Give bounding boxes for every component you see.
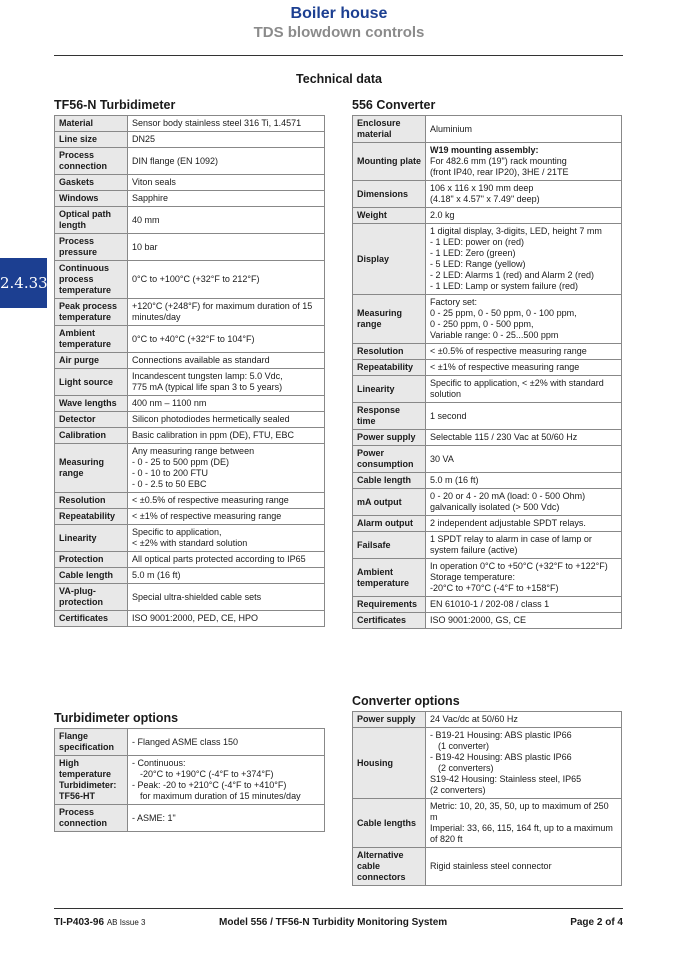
spec-row [55, 261, 325, 299]
section-tab: 2.4.33 [0, 258, 47, 308]
spec-value-line: - Peak: -20 to +210°C (-4°F to +410°F) [132, 780, 287, 790]
spec-value-line: < ±0.5% of respective measuring range [132, 495, 289, 505]
spec-value-line: - B19-21 Housing: ABS plastic IP66 [430, 730, 572, 740]
spec-value-line: < ±1% of respective measuring range [430, 362, 580, 372]
spec-value-line: < ±0.5% of respective measuring range [430, 346, 587, 356]
spec-row [353, 848, 622, 886]
spec-label: Power supply [353, 712, 426, 728]
spec-row [353, 295, 622, 344]
spec-row [55, 805, 325, 832]
spec-value-line: Factory set: [430, 297, 478, 307]
footer-page: Page 2 of 4 [570, 917, 623, 928]
spec-label: Gaskets [55, 175, 128, 191]
spec-label: Repeatability [55, 509, 128, 525]
spec-value-line: 24 Vac/dc at 50/60 Hz [430, 714, 518, 724]
spec-label: Resolution [353, 344, 426, 360]
converter-heading: 556 Converter [352, 98, 436, 112]
spec-value [128, 756, 325, 805]
spec-value-line: - ASME: 1" [132, 812, 176, 823]
spec-label: Power supply [353, 430, 426, 446]
section-title: Technical data [296, 72, 382, 86]
spec-value-line: (2 converters) [430, 785, 486, 795]
spec-value-line: - 0 - 25 to 500 ppm (DE) [132, 457, 230, 467]
spec-row [353, 559, 622, 597]
spec-row [353, 376, 622, 403]
spec-value-line: < ±2% with standard solution [132, 538, 248, 548]
spec-label: Peak process temperature [55, 299, 128, 326]
spec-value-line: < ±1% of respective measuring range [132, 511, 282, 521]
spec-value-line: All optical parts protected according to IP65 [132, 554, 306, 564]
spec-value-line: - 0 - 10 to 200 FTU [132, 468, 209, 478]
spec-value-line: EN 61010-1 / 202-08 / class 1 [430, 599, 550, 609]
page-title: Boiler house [290, 5, 388, 22]
spec-value-line: 1 digital display, 3-digits, LED, height 7 mm [430, 226, 602, 236]
spec-value-line: 775 mA (typical life span 3 to 5 years) [132, 382, 283, 392]
spec-row [55, 191, 325, 207]
spec-value-line: Imperial: 33, 66, 115, 164 ft, up to a maximum of 820 ft [430, 823, 613, 844]
spec-value [426, 403, 622, 430]
spec-value-line: ISO 9001:2000, PED, CE, HPO [132, 613, 259, 623]
footer-issue: AB Issue 3 [106, 918, 146, 927]
spec-label: Weight [353, 208, 426, 224]
spec-value-line: 10 bar [132, 241, 158, 252]
spec-value [426, 712, 622, 728]
spec-row [55, 509, 325, 525]
spec-row [55, 299, 325, 326]
spec-value-line: 30 VA [430, 453, 454, 464]
spec-row [55, 234, 325, 261]
spec-label: Resolution [55, 493, 128, 509]
spec-value-line: Connections available as standard [132, 355, 270, 365]
spec-row [353, 597, 622, 613]
spec-row [55, 116, 325, 132]
spec-value-line: 0 - 20 or 4 - 20 mA (load: 0 - 500 Ohm) [430, 491, 586, 501]
spec-value [128, 584, 325, 611]
spec-row [353, 613, 622, 629]
spec-row [55, 428, 325, 444]
header-divider [54, 55, 623, 56]
spec-label: Mounting plate [353, 143, 426, 181]
spec-value [426, 446, 622, 473]
spec-label: Measuring range [353, 295, 426, 344]
spec-label: Air purge [55, 353, 128, 369]
spec-label: Ambient temperature [353, 559, 426, 597]
spec-label: Failsafe [353, 532, 426, 559]
spec-row [55, 353, 325, 369]
spec-label: Alarm output [353, 516, 426, 532]
spec-row [353, 799, 622, 848]
spec-value-line: Metric: 10, 20, 35, 50, up to maximum of 250 m [430, 801, 609, 822]
spec-value-line: - 1 LED: Lamp or system failure (red) [430, 281, 579, 291]
spec-label: Process connection [55, 148, 128, 175]
spec-label: Response time [353, 403, 426, 430]
spec-value-line: - Flanged ASME class 150 [132, 736, 239, 747]
spec-value-line: 1 SPDT relay to alarm in case of lamp or system failure (active) [430, 534, 592, 555]
spec-value-line: Any measuring range between [132, 446, 255, 456]
spec-value-line: 2 independent adjustable SPDT relays. [430, 518, 586, 528]
spec-row [353, 532, 622, 559]
spec-value-line: -20°C to +190°C (-4°F to +374°F) [140, 769, 274, 779]
turbidimeter-heading: TF56-N Turbidimeter [54, 98, 176, 112]
spec-value-line: Rigid stainless steel connector [430, 861, 552, 871]
spec-label: Certificates [353, 613, 426, 629]
page-subtitle: TDS blowdown controls [253, 24, 425, 41]
spec-row [353, 489, 622, 516]
spec-value-line: - 0 - 2.5 to 50 EBC [132, 479, 207, 489]
spec-value [128, 326, 325, 353]
spec-label: Ambient temperature [55, 326, 128, 353]
spec-row [55, 729, 325, 756]
spec-label: Line size [55, 132, 128, 148]
spec-value [426, 799, 622, 848]
spec-label: Certificates [55, 611, 128, 627]
spec-label: Linearity [353, 376, 426, 403]
spec-label: Alternative cable connectors [353, 848, 426, 886]
converter-options-table [352, 711, 622, 886]
spec-value-line: Incandescent tungsten lamp: 5.0 Vdc, [132, 371, 283, 381]
spec-value [426, 613, 622, 629]
spec-value-line: -20°C to +70°C (-4°F to +158°F) [430, 583, 559, 593]
spec-value-line: 0°C to +100°C (+32°F to 212°F) [132, 274, 260, 284]
spec-label: Light source [55, 369, 128, 396]
spec-row [55, 396, 325, 412]
spec-value [426, 489, 622, 516]
footer-doc-number: TI-P403-96 [54, 917, 105, 928]
turbidimeter-options-heading: Turbidimeter options [54, 711, 179, 725]
spec-value-line: 106 x 116 x 190 mm deep [430, 183, 534, 193]
spec-row [55, 175, 325, 191]
spec-value [128, 552, 325, 568]
spec-value-line: Storage temperature: [430, 572, 516, 582]
footer-title: Model 556 / TF56-N Turbidity Monitoring System [219, 917, 448, 928]
spec-label: VA-plug-protection [55, 584, 128, 611]
spec-value-line: Sapphire [132, 193, 169, 203]
spec-row [55, 369, 325, 396]
spec-row [55, 525, 325, 552]
spec-value [128, 509, 325, 525]
spec-value-line: (4.18" x 4.57" x 7.49" deep) [430, 194, 540, 204]
spec-value-line: - Continuous: [132, 758, 186, 768]
spec-row [55, 568, 325, 584]
spec-row [55, 756, 325, 805]
spec-row [55, 326, 325, 353]
footer-divider [54, 908, 623, 909]
spec-value [426, 295, 622, 344]
spec-row [353, 224, 622, 295]
spec-row [55, 412, 325, 428]
spec-label: Dimensions [353, 181, 426, 208]
spec-label: Housing [353, 728, 426, 799]
spec-value [128, 611, 325, 627]
spec-label: Power consumption [353, 446, 426, 473]
spec-row [353, 430, 622, 446]
spec-value-line: 0 - 25 ppm, 0 - 50 ppm, 0 - 100 ppm, [430, 308, 577, 318]
spec-value [426, 181, 622, 208]
spec-value-line: In operation 0°C to +50°C (+32°F to +122°F) [430, 561, 608, 571]
spec-value [426, 208, 622, 224]
spec-row [353, 143, 622, 181]
spec-value [128, 729, 325, 756]
spec-row [353, 473, 622, 489]
spec-value [426, 728, 622, 799]
spec-row [353, 728, 622, 799]
spec-row [55, 444, 325, 493]
spec-value-line: S19-42 Housing: Stainless steel, IP65 [430, 774, 582, 784]
spec-label: Requirements [353, 597, 426, 613]
spec-value-line: 40 mm [132, 214, 160, 225]
spec-value [128, 525, 325, 552]
spec-value [426, 224, 622, 295]
spec-row [55, 132, 325, 148]
spec-row [353, 208, 622, 224]
spec-value [128, 444, 325, 493]
spec-value-line: 5.0 m (16 ft) [132, 570, 181, 580]
spec-label: Optical path length [55, 207, 128, 234]
spec-value [128, 148, 325, 175]
spec-value-line: Special ultra-shielded cable sets [132, 591, 262, 602]
spec-value-line: DN25 [132, 134, 156, 144]
spec-value-line: ISO 9001:2000, GS, CE [430, 615, 527, 625]
spec-value-line: Silicon photodiodes hermetically sealed [132, 414, 290, 424]
spec-label: Cable length [55, 568, 128, 584]
spec-label: mA output [353, 489, 426, 516]
spec-value [128, 261, 325, 299]
spec-value [128, 175, 325, 191]
spec-value-line: Sensor body stainless steel 316 Ti, 1.4571 [132, 118, 302, 128]
spec-value [128, 493, 325, 509]
spec-value [128, 234, 325, 261]
spec-value-line: for maximum duration of 15 minutes/day [140, 791, 301, 801]
spec-value-line: Specific to application, < ±2% with standard solution [430, 378, 604, 399]
spec-row [353, 712, 622, 728]
spec-value-line: - 1 LED: Zero (green) [430, 248, 516, 258]
spec-value-line: DIN flange (EN 1092) [132, 155, 219, 166]
spec-label: Measuring range [55, 444, 128, 493]
spec-value [128, 132, 325, 148]
spec-value [426, 473, 622, 489]
spec-row [353, 446, 622, 473]
spec-value-line: (front IP40, rear IP20), 3HE / 21TE [430, 167, 569, 177]
spec-label: Cable length [353, 473, 426, 489]
spec-value-line: (1 converter) [438, 741, 490, 751]
spec-value-line: galvanically isolated (> 500 Vdc) [430, 502, 560, 512]
spec-value [426, 143, 622, 181]
spec-row [353, 360, 622, 376]
spec-value-line: 5.0 m (16 ft) [430, 475, 479, 485]
spec-value [128, 353, 325, 369]
spec-row [353, 516, 622, 532]
spec-value [426, 597, 622, 613]
spec-value [426, 532, 622, 559]
spec-value [426, 848, 622, 886]
spec-row [353, 116, 622, 143]
spec-value [128, 412, 325, 428]
spec-value [426, 344, 622, 360]
spec-value-line: Specific to application, [132, 527, 222, 537]
spec-label: Windows [55, 191, 128, 207]
spec-label: Process pressure [55, 234, 128, 261]
spec-label: Detector [55, 412, 128, 428]
spec-row [55, 584, 325, 611]
spec-value-line: 1 second [430, 410, 467, 421]
spec-label: Display [353, 224, 426, 295]
spec-row [55, 148, 325, 175]
spec-value [426, 116, 622, 143]
spec-row [55, 552, 325, 568]
spec-value [128, 299, 325, 326]
spec-row [353, 181, 622, 208]
spec-value-line: - 5 LED: Range (yellow) [430, 259, 526, 269]
spec-value-line: 2.0 kg [430, 210, 455, 220]
spec-label: Flange specification [55, 729, 128, 756]
spec-value [128, 116, 325, 132]
spec-label: High temperature Turbidimeter: TF56-HT [55, 756, 128, 805]
spec-label: Continuous process temperature [55, 261, 128, 299]
turbidimeter-options-table [54, 728, 325, 832]
spec-value [128, 428, 325, 444]
spec-value-line: - 1 LED: power on (red) [430, 237, 525, 247]
turbidimeter-table [54, 115, 325, 627]
spec-label: Linearity [55, 525, 128, 552]
spec-value [426, 516, 622, 532]
spec-value-line: W19 mounting assembly: [430, 145, 539, 155]
spec-value [426, 430, 622, 446]
spec-label: Protection [55, 552, 128, 568]
spec-value-line: 0 - 250 ppm, 0 - 500 ppm, [430, 319, 534, 329]
spec-row [353, 344, 622, 360]
spec-value [128, 207, 325, 234]
spec-value [426, 376, 622, 403]
spec-value [128, 369, 325, 396]
spec-value-line: Viton seals [132, 177, 176, 187]
converter-options-heading: Converter options [352, 694, 460, 708]
spec-value [128, 396, 325, 412]
spec-label: Wave lengths [55, 396, 128, 412]
spec-label: Cable lengths [353, 799, 426, 848]
spec-value-line: Basic calibration in ppm (DE), FTU, EBC [132, 430, 295, 440]
spec-value-line: (2 converters) [438, 763, 494, 773]
spec-value-line: 0°C to +40°C (+32°F to 104°F) [132, 333, 255, 344]
spec-value-line: Aluminium [430, 123, 473, 134]
spec-value-line: +120°C (+248°F) for maximum duration of 15 minutes/day [132, 301, 313, 322]
spec-value-line: For 482.6 mm (19") rack mounting [430, 156, 567, 166]
spec-label: Calibration [55, 428, 128, 444]
converter-table [352, 115, 622, 629]
spec-value [426, 559, 622, 597]
spec-label: Process connection [55, 805, 128, 832]
spec-value-line: Variable range: 0 - 25...500 ppm [430, 330, 559, 340]
spec-value [128, 805, 325, 832]
spec-row [353, 403, 622, 430]
spec-value-line: - B19-42 Housing: ABS plastic IP66 [430, 752, 572, 762]
spec-value [426, 360, 622, 376]
spec-value-line: - 2 LED: Alarms 1 (red) and Alarm 2 (red) [430, 270, 595, 280]
spec-value-line: 400 nm – 1100 nm [132, 398, 207, 408]
spec-value [128, 191, 325, 207]
spec-label: Repeatability [353, 360, 426, 376]
spec-value-line: Selectable 115 / 230 Vac at 50/60 Hz [430, 432, 578, 442]
spec-value [128, 568, 325, 584]
spec-row [55, 611, 325, 627]
spec-label: Material [55, 116, 128, 132]
spec-row [55, 207, 325, 234]
spec-row [55, 493, 325, 509]
footer-doc-ref [54, 917, 146, 928]
spec-label: Enclosure material [353, 116, 426, 143]
